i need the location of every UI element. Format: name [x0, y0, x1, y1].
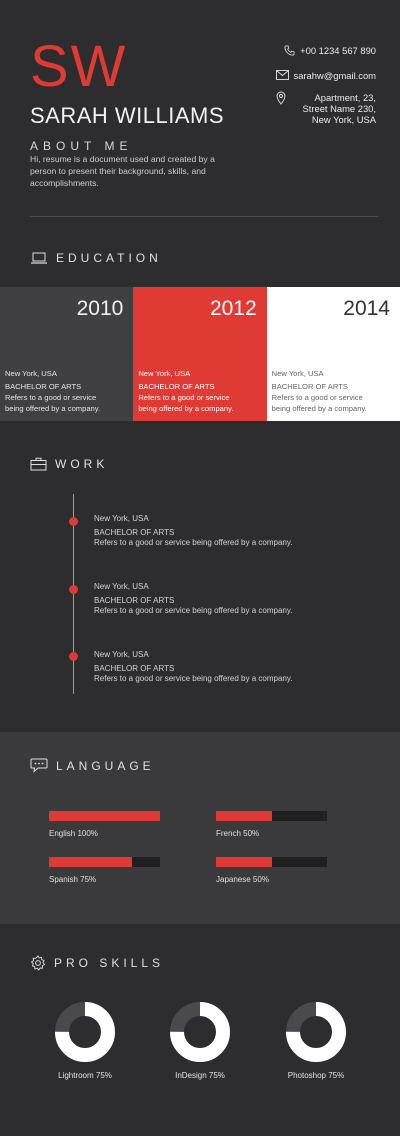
work-degree: BACHELOR OF ARTS — [94, 527, 175, 537]
skills-title: PRO SKILLS — [54, 956, 165, 970]
skill-item — [276, 1000, 356, 1080]
education-degree: BACHELOR OF ARTS — [271, 382, 348, 391]
contact-phone — [284, 45, 376, 56]
work-degree: BACHELOR OF ARTS — [94, 663, 175, 673]
work-location: New York, USA — [94, 582, 149, 591]
education-location: New York, USA — [271, 369, 324, 378]
education-timeline — [0, 287, 400, 421]
work-description: Refers to a good or service being offered by a company. — [94, 538, 293, 547]
education-description: being offered by a company. — [271, 404, 367, 413]
language-label: Spanish 75% — [49, 875, 97, 884]
timeline-dot — [69, 652, 78, 661]
skill-donut-chart — [284, 1000, 348, 1064]
education-details — [138, 368, 233, 414]
address-text — [303, 92, 376, 125]
language-item — [49, 811, 160, 838]
language-item — [216, 811, 327, 838]
language-bar-fill — [49, 857, 132, 867]
skill-donut-chart — [53, 1000, 117, 1064]
language-bar — [216, 857, 327, 867]
skill-donut-chart — [168, 1000, 232, 1064]
education-details — [272, 368, 367, 414]
language-bar-fill — [49, 811, 160, 821]
education-item — [267, 287, 400, 421]
address-line: New York, USA — [311, 114, 376, 125]
header-divider — [30, 216, 378, 217]
skill-label: InDesign 75% — [175, 1071, 225, 1080]
mail-icon — [276, 70, 289, 80]
language-label: English 100% — [49, 829, 98, 838]
education-location: New York, USA — [5, 369, 57, 378]
timeline-dot — [69, 517, 78, 526]
language-label: French 50% — [216, 829, 260, 838]
about-title: ABOUT ME — [30, 139, 133, 153]
header — [0, 0, 400, 235]
education-year: 2010 — [76, 297, 124, 320]
education-degree: BACHELOR OF ARTS — [138, 382, 215, 391]
education-item — [0, 287, 133, 421]
language-bar-fill — [216, 857, 272, 867]
education-item — [133, 287, 266, 421]
education-description: being offered by a company. — [138, 404, 234, 413]
skill-item — [160, 1000, 240, 1080]
phone-text: +00 1234 567 890 — [300, 45, 376, 56]
skills-section-title — [30, 955, 164, 971]
work-details — [94, 650, 292, 685]
briefcase-icon — [30, 457, 47, 471]
education-year: 2012 — [209, 297, 257, 320]
work-section-title — [30, 457, 108, 471]
education-year: 2014 — [343, 297, 390, 320]
skill-label: Photoshop 75% — [287, 1071, 345, 1080]
language-bar-fill — [216, 811, 272, 821]
education-degree: BACHELOR OF ARTS — [5, 382, 82, 391]
work-degree: BACHELOR OF ARTS — [94, 595, 175, 605]
about-text: Hi, resume is a document used and created by a person to present their background, skills, and accomplishments. — [30, 154, 215, 188]
address-line: Apartment, 23, — [314, 92, 376, 103]
work-description: Refers to a good or service being offered by a company. — [94, 606, 293, 615]
monogram: SW — [30, 34, 128, 99]
work-description: Refers to a good or service being offered by a company. — [94, 674, 293, 683]
language-bar — [49, 811, 160, 821]
language-section-title — [30, 758, 155, 773]
language-bar — [216, 811, 327, 821]
location-pin-icon — [276, 91, 286, 105]
gear-icon — [30, 955, 46, 971]
skill-item — [45, 1000, 125, 1080]
education-description: Refers to a good or service — [5, 393, 97, 402]
language-label: Japanese 50% — [216, 875, 269, 884]
education-details — [5, 368, 100, 414]
email-text[interactable]: sarahw@gmail.com — [293, 70, 376, 81]
work-title: WORK — [55, 457, 109, 471]
skill-label: Lightroom 75% — [58, 1071, 112, 1080]
education-description: being offered by a company. — [5, 404, 101, 413]
work-details — [94, 514, 292, 549]
education-description: Refers to a good or service — [271, 393, 363, 402]
language-bar — [49, 857, 160, 867]
name-heading: SARAH WILLIAMS — [30, 103, 225, 128]
education-description: Refers to a good or service — [138, 393, 230, 402]
speech-bubble-icon — [30, 758, 48, 773]
address-line: Street Name 230, — [302, 103, 376, 114]
education-title: EDUCATION — [56, 251, 162, 265]
work-location: New York, USA — [94, 514, 149, 523]
language-item — [216, 857, 327, 884]
language-item — [49, 857, 160, 884]
laptop-icon — [30, 252, 48, 265]
work-details — [94, 582, 292, 617]
timeline-dot — [69, 585, 78, 594]
contact-address — [276, 92, 376, 125]
education-section-title — [30, 251, 162, 265]
phone-icon — [284, 45, 295, 56]
contact-email — [276, 70, 376, 81]
education-location: New York, USA — [138, 369, 191, 378]
work-location: New York, USA — [94, 650, 149, 659]
language-title: LANGUAGE — [56, 758, 155, 773]
